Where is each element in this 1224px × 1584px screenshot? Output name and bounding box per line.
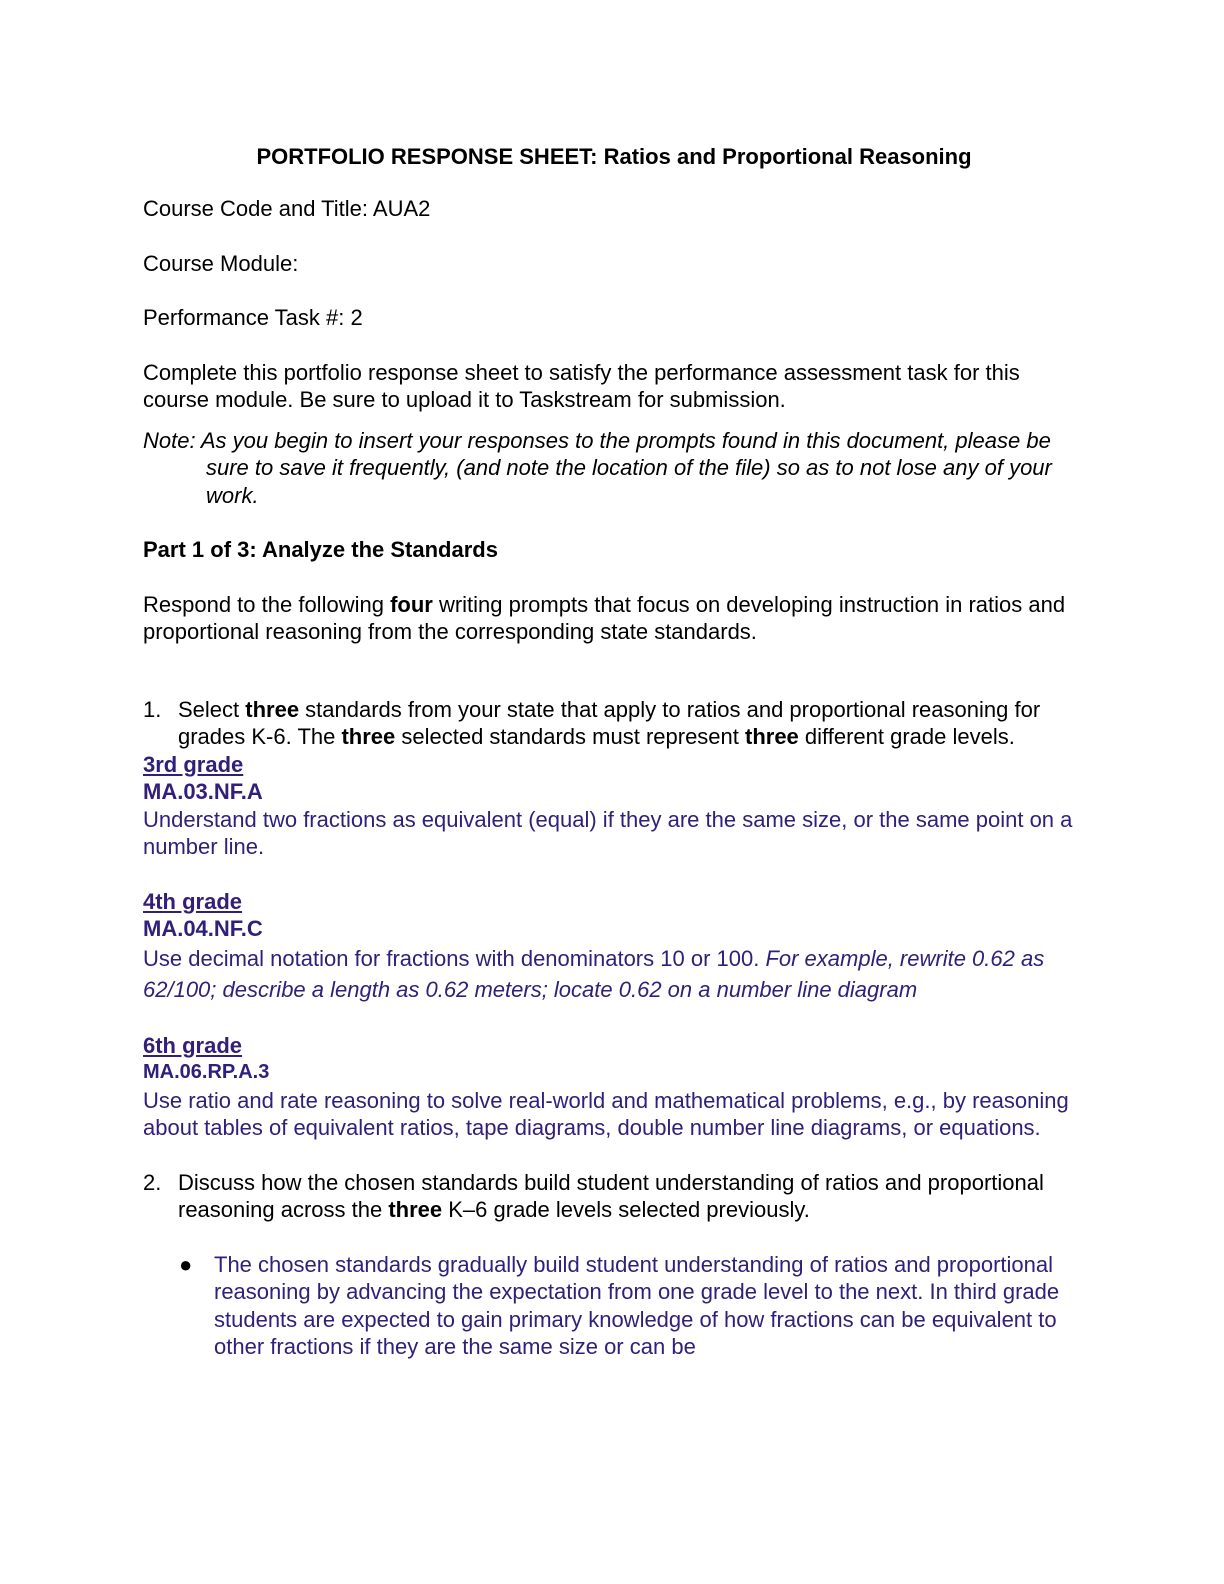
question-text: selected standards must represent [395, 724, 745, 749]
standard-grade: 3rd grade [143, 751, 244, 777]
question-bold: three [388, 1197, 443, 1222]
respond-paragraph [143, 591, 1073, 646]
question-bold: three [341, 724, 396, 749]
question-text: Select [178, 696, 246, 722]
course-module-line: Course Module: [143, 250, 299, 276]
standard-grade: 4th grade [143, 888, 243, 914]
question-text: different grade levels. [798, 724, 1015, 749]
page-title: PORTFOLIO RESPONSE SHEET: Ratios and Proportional Reasoning [256, 144, 972, 169]
respond-text-1: Respond to the following [143, 591, 391, 617]
question-number: 1. [143, 696, 162, 722]
standard-text [143, 1087, 1073, 1142]
instructions-paragraph: Complete this portfolio response sheet to satisfy the performance assessment task for this course module. Be sure to upload it to Taskstream for submission. [143, 359, 1020, 412]
question-number: 2. [143, 1169, 162, 1195]
standard-block [143, 1032, 1073, 1142]
question-text: K–6 grade levels selected previously. [442, 1197, 810, 1222]
standard-code: MA.06.RP.A.3 [143, 1061, 270, 1083]
question-text: Discuss how the chosen standards build student understanding of ratios and proportional reasoning across the [178, 1169, 1044, 1222]
answer-bullet [179, 1251, 1073, 1361]
standard-code: MA.04.NF.C [143, 916, 263, 941]
bullet-icon: ● [179, 1251, 193, 1277]
respond-bold: four [390, 591, 433, 617]
standard-text [143, 806, 1073, 861]
standard-text [143, 943, 1073, 1005]
standard-description: Use ratio and rate reasoning to solve real-world and mathematical problems, e.g., by reasoning about tables of equivalent ratios, tape diagrams, double number line diagrams, or equations. [143, 1087, 1069, 1140]
standard-example: For example, rewrite 0.62 as 62/100; describe a length as 0.62 meters; locate 0.62 on a number line diagram [143, 945, 1045, 1002]
performance-task-line: Performance Task #: 2 [143, 305, 363, 330]
standard-description: Use decimal notation for fractions with denominators 10 or 100. [143, 945, 766, 971]
question-2 [143, 1169, 1073, 1224]
standard-code: MA.03.NF.A [143, 779, 263, 804]
note-paragraph: Note: As you begin to insert your responses to the prompts found in this document, please be sure to save it frequently, (and note the location of the file) so as to not lose any of your work. [143, 427, 1052, 508]
question-1 [143, 696, 1073, 751]
part-heading: Part 1 of 3: Analyze the Standards [143, 537, 498, 562]
question-bold: three [245, 696, 300, 722]
question-text: standards from your state that apply to ratios and proportional reasoning for grades K-6. The [178, 696, 1041, 749]
standard-grade: 6th grade [143, 1032, 243, 1058]
standard-description: Understand two fractions as equivalent (equal) if they are the same size, or the same point on a number line. [143, 806, 1073, 859]
standard-block [143, 751, 1073, 861]
document-page [143, 141, 1073, 1361]
course-code-line: Course Code and Title: AUA2 [143, 196, 431, 221]
respond-text-2: writing prompts that focus on developing instruction in ratios and proportional reasoning from the corresponding state standards. [143, 591, 1066, 644]
standard-block [143, 888, 1073, 1005]
answer-list [143, 1251, 1073, 1361]
question-bold: three [745, 724, 799, 749]
answer-text: The chosen standards gradually build student understanding of ratios and proportional reasoning by advancing the expectation from one grade level to the next. In third grade students are expected to gain primary knowledge of how fractions can be equivalent to other fractions if they are the same size or can be [214, 1251, 1060, 1359]
